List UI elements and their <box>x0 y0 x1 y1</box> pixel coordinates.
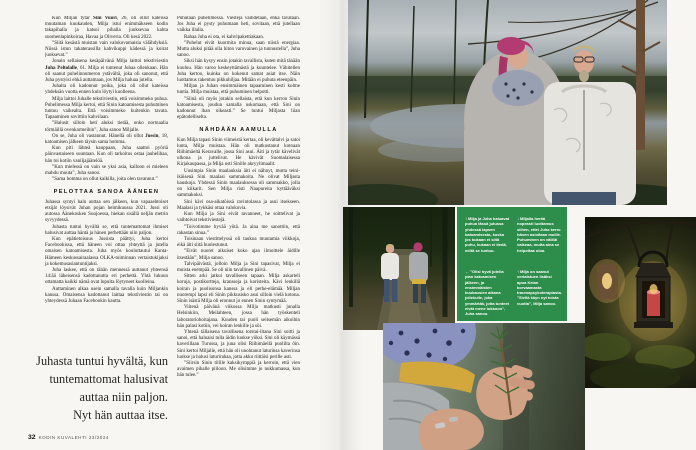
paragraph: Viitenä päivänä viikossa Milja matkusti junalla Helsinkiin, Meilahteen, jossa hän työskenteli laboratoriohoitajana. Kuuden tai puoli seitsemän aikoihin hän palasi kotiin, vei koiran lenkille ja söi. <box>177 305 300 329</box>
paragraph: Miljan ja Juhan ensimmäinen tapaaminen kesti kolme tuntia. Milja muistaa, että puhuminen helpotti. <box>177 84 300 96</box>
bog-landscape-illustration <box>348 0 667 205</box>
paragraph: Kun piti lähteä kauppaan, Juha saattoi pyöriä päinvastaiseen suuntaan. Kun oli tarkoitus ostaa jauhelihaa, hän toi kotiin vaniljajäätelöä. <box>45 146 168 164</box>
paragraph: ”Puhelut eivät kuormita minua, saan niistä energiaa. Mutta aluksi pitää olla hiton varovainen ja tunnustella”, Juha sanoo. <box>177 40 300 59</box>
pull-quote-line: Juhasta tuntui hyvältä, kun <box>36 354 168 368</box>
section-heading-nahdaan-aamulla: NÄHDÄÄN AAMULLA <box>199 127 278 134</box>
paragraph: ”Eivät nuoret aikuiset koko ajan ilmoittele äidille itsestään”, Milja sanoo. <box>177 249 300 261</box>
paragraph: ”Sama homma on ollut kaikilla, joita olen tavannut.” <box>52 177 158 183</box>
paragraph: Kun Milja ja Sini eivät tavanneet, he soittelivat ja vaihtoivat tekstiviestejä. <box>177 212 300 224</box>
paragraph: Milja laittoi Juhalle tekstiviestin, että voisimmeko puhua. Puhelimessa Milja kertoi, että Sinin katoamisesta puhuminen tuntuu vaikealta. Että voisimmeko kuitenkin tavata. Tapaaminen sovittiin kahvilaan. <box>45 96 168 121</box>
person-name: Sini Vuori <box>93 16 117 21</box>
article-column-1 <box>45 16 168 334</box>
paragraph: Juha laskee, että on tähän mennessä auttanut yhteensä 14:ää läheisensä kadottanutta eri perhettä. Yhtä lukuun ottamatta kaikki nämä ovat lopulta löytyneet kuolleina. <box>45 267 168 286</box>
paragraph: Juhassa syntyi halu auttaa sen jälkeen, kun vapaaehtoiset etsijät löysivät Juhan pojan helmikuussa 2021. Jussi oli autossa Äänekosken Suojoessa, hiekan sisällä neljän metrin syvyydessä. <box>45 199 168 224</box>
paragraph: Auttaminen alkaa usein samalla tavalla kuin Miljankin kanssa. Omaisensa kadottanut laittaa tekstiviestin tai on yhteydessä Juhaan Facebookin kautta. <box>45 286 168 304</box>
paragraph: ”Siitä kesästä muistan vain valokuvamaisia välähdyksiä. Niissä istun takaterassilla kahvikuppi kädessä ja koirat juoksevat.” <box>45 40 168 59</box>
pull-quote <box>18 352 168 424</box>
paragraph: Talvipäivästä, jolloin Milja ja Sini tapasivat, Milja ei muista enempää. Se oli niin tavallinen päivä. <box>177 261 300 273</box>
paragraph: Kun epätietoisuus Jussista päättyi, Juha kertoi Facebookissa, että häneen voi ottaa yhteyttä ja jutella omaisen katoamisesta. Juha myös kouluttautui Kanta-Hämeen keskussairaalassa OLKA-toiminnan vertaistukijaksi ja kokemusasiantuntijaksi. <box>45 236 168 267</box>
paragraph: Jonain sellaisena kesäpäivänä Milja laittoi tekstiviestin Juha Peltolalle, 61. Milja ei tuntenut Juhaa ollenkaan. Hän oli saanut puhelinnumeron ystävältä, joka oli sanonut, että Juha pystyisi ehkä auttamaan, jos Milja haluaa jutella. <box>45 59 168 84</box>
paragraph: Siksi hän kysyy ensin jotakin tavallista, kuten mitä tänään kuuluu. Hän varoo keskeyttämästä ja kuuntelee. Vähitellen Juha kertoo, kuinka on kokenut samat asiat itse. Näin luottamus rakentuu pikkuhiljaa. Mitään ei puhuta eteenpäin. <box>177 59 300 84</box>
paragraph: Uusimpia Sinin maalauksia äiti ei nähnyt, mutta teini-ikäisenä Sini maalasi sammakoita. Ne olivat Miljasta hauskoja. Yhdessä Sinin maalauksessa oli sammakko, jolla on kiikarit. Sen Milja risti Naapureita kyttääväksi sammakoksi. <box>177 168 300 199</box>
forest-path-illustration <box>343 207 455 330</box>
paragraph: Yhtenä tällaisena tavallisena torstai-iltana Sini soitti ja sanoi, että haluaisi tulla äidin luokse yöksi. Sini oli käymässä kaverillaan Turussa, ja juna olisi Riihimäellä puolilta öin. Sini kertoi Miljalle, että hän oli unohtanut laturinsa kaverinsa luokse ja halusi laturirahaa, jotta akku riittäisi perille asti. <box>177 329 300 360</box>
paragraph: ”Kun mielessä on vain se yksi asia, kalloon ei mieleen mahdu muuta”, Juha sanoo. <box>45 164 168 177</box>
left-arrow-icon: ← <box>465 269 469 274</box>
paragraph: Rahaa Juha ei ota, ei kahvipakettiakaan. <box>184 34 265 40</box>
caption-milja-terapia: ↑Milja on saanut vertaistuen lisäksi apua Kelan korvaamasta traumapsykoterapiasta. ”Siellä käyn nyt toista vuotta”, Milja sanoo. <box>517 269 562 306</box>
photo-milja-and-juha-at-bog <box>348 0 667 205</box>
paragraph: Juhalta oli kadonnut poika, joka oli ollut kateissa yhdeksän vuotta ennen kuin löytyi kuolleena. <box>45 84 168 96</box>
photo-walking-on-forest-path <box>343 207 455 330</box>
paragraph: Toisinaan viestittelyssä oli taukoa muutamia viikkoja, eikä äiti siitä huolestunut. <box>177 236 300 249</box>
paragraph: ”Toivotimme hyvää yötä. Ja aina me sanottiin, että rakastan sinua.” <box>177 224 300 236</box>
pull-quote-line: tuntemattomat halusivat <box>49 372 168 386</box>
paragraph: Puhutaan puhelimessa. Viestejä vaihdetaan, ehkä tavataan. Jos Juha ei pysty puhumaan heti, sovitaan, että jutellaan vaikka illalla. <box>177 16 300 34</box>
pull-quote-line: Nyt hän auttaa itse. <box>73 408 168 422</box>
paragraph: ”Siinä oli myös jotakin sellaista, että kun kerron Sinin katoamisesta, joudun samalla uskomaan, että Sini on kadonnut ihan oikeasti.” Se tuntui Miljasta liian epätodelliselta. <box>177 96 300 121</box>
article-column-2 <box>177 16 300 434</box>
issue-number: 23/2024 <box>88 435 109 440</box>
pull-quote-line: auttaa niin paljon. <box>79 390 168 404</box>
photo-memorial-lantern <box>585 217 696 388</box>
paragraph: Kun Miljan tytär Sini Vuori, 26, oli ollut kateissa muutaman kuukauden, Milja istui enimmäkseen kodin takapihalla ja katsoi pihalla juoksevaa kahta suomenlapinkoiraa, Havaa ja Oliveria. Oli kesä 2022. <box>45 16 168 40</box>
caption-box <box>457 207 567 321</box>
person-name: Jussin <box>145 133 159 139</box>
paragraph: On se, Juha oli vastannut. Hänellä oli ollut Jussin, 18, katoamisen jälkeen täysin sama homma. <box>45 133 168 146</box>
section-heading-pelottaa-sanoa-aaneen: PELOTTAA SANOA ÄÄNEEN <box>53 189 160 196</box>
paragraph: ”Halusit silloin heti aluksi tietää, onko normaalia törmäillä ovenkarmeihin”, Juha sanoo Miljalle. <box>45 121 168 133</box>
main-lantern <box>634 252 673 328</box>
juha-figure <box>544 46 636 206</box>
page-footer <box>28 434 109 441</box>
person-name: Juha Peltolalle <box>45 65 78 71</box>
caption-milja-juha: ↑Milja ja Juha haluavat puhua tässä jutussa yhdessä lapsen katoamisesta, koska jos kukaan ei siitä puhu, kukaan ei tiedä, miltä se tuntuu. <box>465 216 510 253</box>
paragraph: ”Siirsin Sinin tilille kaksikymppiä ja kerroin, että vien avaimen pihalle piiloon. Me olisimme jo nukkumassa, kun hän tulee.” <box>177 360 300 379</box>
paragraph: Sini kävi osa-aikatöissä ravintolassa ja asui itsekseen. Maalasi ja tykkäsi ottaa valokuvia. <box>177 199 300 211</box>
down-arrow-icon: ↓ <box>517 216 519 221</box>
up-arrow-icon: ↑ <box>517 269 519 274</box>
spruce-hands-illustration <box>383 323 585 450</box>
paragraph: Juhasta tuntui hyvältä se, että tuntemattomat ihmiset halusivat auttaa häntä ja hänen perhettään niin paljon. <box>45 224 168 236</box>
magazine-name: KODIN KUVALEHTI <box>38 435 88 440</box>
photo-hands-holding-spruce-twig <box>383 323 585 450</box>
caption-juha-quote: ←”Olisi hyvä jutella pian katoamisen jälkeen, ja ensimmäisten kuukausien aikana jollekulle, joka ymmärtää, jotta tunteet eivät mene lukkoon”, Juha sanoo. <box>465 269 510 317</box>
page-number: 32 <box>28 434 36 441</box>
paragraph: Sitten arki jatkui tavalliseen tapaan. Milja askarteli koruja, postikortteja, kransseja ja koristeita. Kävi lenkillä koiran ja puolisonsa kanssa ja eli perhe-elämää. Miljan nuorempi lapsi eli Sinin pikkusisko asui silloin vielä kotona. Sinin isästä Milja oli eronnut jo ennen Sinin syntymää. <box>177 274 300 304</box>
lantern-illustration <box>585 217 696 388</box>
caption-luottamus: ↓Miljalla herää nopeasti luottamus siihen, ettei Juha kerro hänen asioitaan muille. Puhuminen on välillä vaikeaa, mutta aina se helpottaa oloa. <box>517 216 562 253</box>
up-arrow-icon: ↑ <box>465 216 467 221</box>
paragraph: Kun Milja tapasi Sinin viimeistä kertaa, oli kevättalvi ja satoi lunta, Milja muistaa. Hän oli matkustanut kotoaan Riihimäeltä Keravalle, jossa Sini asui. Äiti ja tytär kävelivät ulkona ja juttelivat. He kävivät Suomalaisessa Kirjakaupassa, ja Milja osti Sinille akryylimaalit. <box>177 137 300 168</box>
